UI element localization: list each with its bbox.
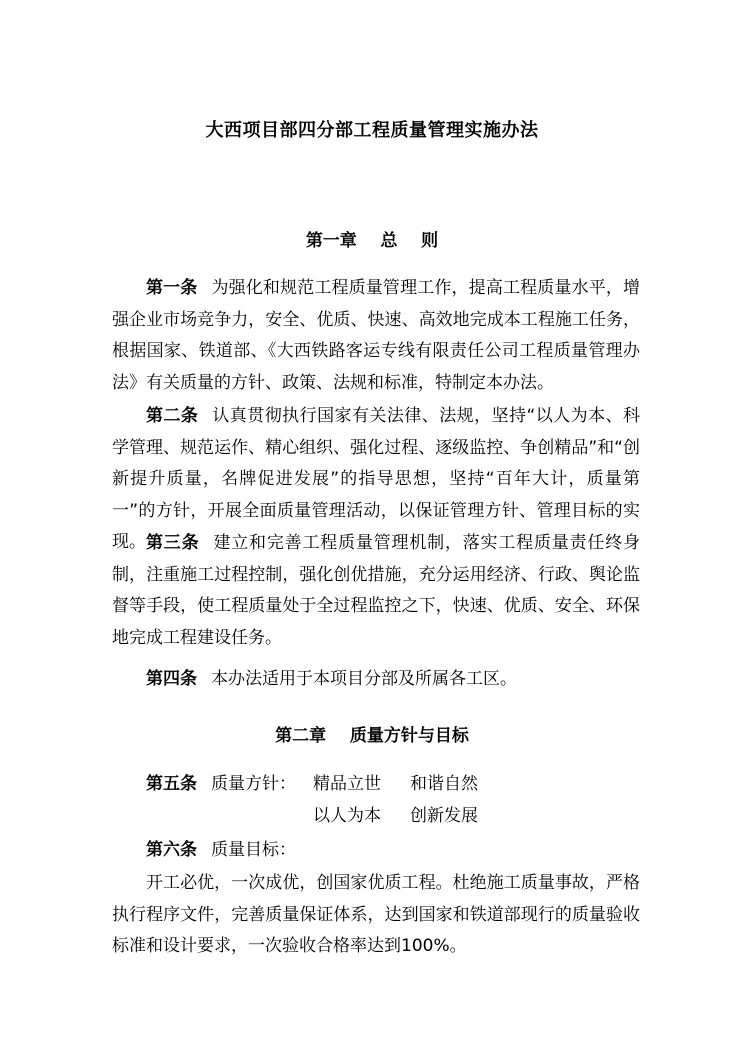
article-1-text: 为强化和规范工程质量管理工作，提高工程质量水平，增强企业市场竞争力，安全、优质、快速、高效地完成本工程施工任务，根据国家、铁道部、《大西铁路客运专线有限责任公司工程质量管理办法》有关质量的方针、政策、法规和标准，特制定本办法。: [112, 278, 641, 393]
chapter-2-heading: 第二章 质量方针与目标: [275, 726, 469, 746]
policy-item: 精品立世: [313, 774, 381, 794]
article-1-label: 第一条: [146, 278, 198, 298]
article-1: [112, 273, 640, 399]
quality-policy-label: 质量方针：: [211, 774, 296, 794]
article-3-text: 建立和完善工程质量管理机制，落实工程质量责任终身制，注重施工过程控制，强化创优措施，充分运用经济、行政、舆论监督等手段，使工程质量处于全过程监控之下，快速、优质、安全、环保地完成工程建设任务。: [112, 533, 641, 648]
article-4-text: 本办法适用于本项目分部及所属各工区。: [211, 669, 517, 689]
policy-item: 创新发展: [410, 806, 478, 826]
article-5-line-1: [146, 769, 296, 801]
document-title: 大西项目部四分部工程质量管理实施办法: [205, 120, 539, 141]
article-5-label: 第五条: [146, 774, 197, 794]
article-4: [112, 664, 640, 696]
article-6-line: [146, 835, 296, 867]
article-4-label: 第四条: [146, 669, 197, 689]
article-2-text: 认真贯彻执行国家有关法律、法规，坚持“以人为本、科学管理、规范运作、精心组织、强化过程、逐级监控、争创精品”和“创新提升质量，名牌促进发展”的指导思想，坚持“百年大计，质量第一”的方针，开展全面质量管理活动，以保证管理方针、管理目标的实现。: [112, 406, 640, 552]
policy-item: 以人为本: [313, 806, 381, 826]
article-3-label: 第三条: [146, 533, 200, 553]
policy-item: 和谐自然: [410, 774, 478, 794]
article-2-label: 第二条: [146, 406, 199, 426]
quality-goal-label: 质量目标：: [211, 840, 296, 860]
article-3: [112, 528, 640, 654]
article-6-label: 第六条: [146, 840, 197, 860]
quality-goal-text: 开工必优，一次成优，创国家优质工程。杜绝施工质量事故，严格执行程序文件，完善质量保证体系，达到国家和铁道部现行的质量验收标准和设计要求，一次验收合格率达到100%。: [112, 873, 640, 956]
chapter-1-heading: 第一章 总 则: [305, 231, 439, 251]
